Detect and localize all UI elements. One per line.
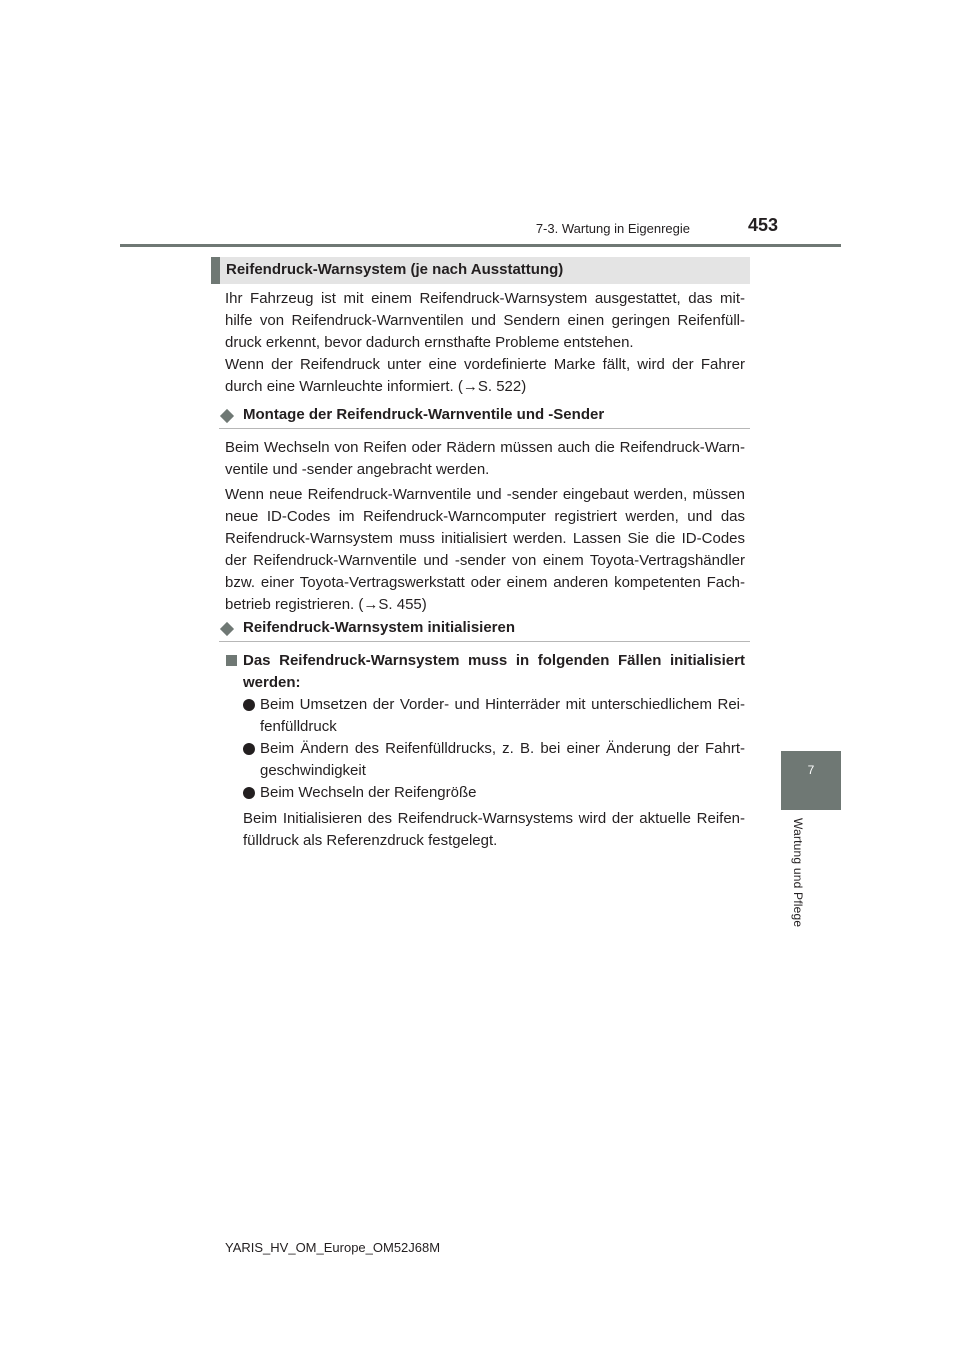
circle-bullet-icon	[243, 787, 255, 799]
text-line: fülldruck als Referenzdruck festgelegt.	[243, 832, 498, 849]
text-line: betrieb registrieren. (→S. 455)	[225, 596, 427, 613]
intro-paragraph-2	[225, 354, 745, 398]
section-heading-bar	[211, 257, 750, 284]
text-line: werden:	[243, 674, 301, 691]
text-line: Beim Ändern des Reifenfülldrucks, z. B. bei einer Änderung der Fahrt-	[260, 740, 745, 757]
text-line: Beim Initialisieren des Reifendruck-Warnsystems wird der aktuelle Reifen-	[243, 810, 745, 827]
mounting-paragraph-1	[225, 437, 745, 481]
header-rule	[120, 244, 841, 247]
text-line: Beim Wechseln der Reifengröße	[260, 784, 477, 801]
diamond-bullet-icon	[220, 409, 234, 423]
running-header-section: 7-3. Wartung in Eigenregie	[535, 221, 690, 236]
page-number: 453	[747, 215, 778, 235]
diamond-bullet-icon	[220, 622, 234, 636]
list-item-text	[260, 782, 745, 804]
text-line: Ihr Fahrzeug ist mit einem Reifendruck-Warnsystem ausgestattet, das mit-	[225, 290, 745, 307]
list-item-text	[260, 738, 745, 782]
text-line: Das Reifendruck-Warnsystem muss in folgenden Fällen initialisiert	[243, 652, 745, 669]
text-line: neue ID-Codes im Reifendruck-Warncomputer registriert werden, und das	[225, 508, 745, 525]
section-bar-accent	[211, 257, 220, 284]
text-line: hilfe von Reifendruck-Warnventilen und Sendern einen geringen Reifenfüll-	[225, 312, 745, 329]
subheading-mounting	[219, 406, 750, 429]
text-line: druck erkennt, bevor dadurch ernsthafte Probleme entstehen.	[225, 334, 634, 351]
text-line: durch eine Warnleuchte informiert. (→S. 522)	[225, 378, 527, 395]
section-title: Reifendruck-Warnsystem (je nach Ausstattung)	[226, 261, 564, 278]
list-item-text	[260, 694, 745, 738]
circle-bullet-icon	[243, 699, 255, 711]
mounting-paragraph-2	[225, 484, 745, 616]
subheading-initialize	[219, 619, 750, 642]
document-id-footer: YARIS_HV_OM_Europe_OM52J68M	[225, 1240, 441, 1255]
text-line: bzw. einer Toyota-Vertragswerkstatt oder einem anderen kompetenten Fach-	[225, 574, 745, 591]
text-line: Reifendruck-Warnsystem muss initialisiert werden. Lassen Sie die ID-Codes	[225, 530, 745, 547]
text-line: Wenn der Reifendruck unter eine vordefinierte Marke fällt, wird der Fahrer	[225, 356, 745, 373]
subheading-text: Montage der Reifendruck-Warnventile und -Sender	[243, 406, 605, 423]
text-line: Wenn neue Reifendruck-Warnventile und -sender eingebaut werden, müssen	[225, 486, 745, 503]
text-line: fenfülldruck	[260, 718, 337, 735]
text-line: ventile und -sender angebracht werden.	[225, 461, 490, 478]
text-line: Beim Umsetzen der Vorder- und Hinterräder mit unterschiedlichem Rei-	[260, 696, 745, 713]
text-line: Beim Wechseln von Reifen oder Rädern müssen auch die Reifendruck-Warn-	[225, 439, 745, 456]
text-line: der Reifendruck-Warnventile und -sender von einem Toyota-Vertragshändler	[225, 552, 745, 569]
chapter-title: Wartung und Pflege	[791, 818, 805, 928]
circle-bullet-icon	[243, 743, 255, 755]
closing-paragraph	[243, 808, 745, 852]
square-bullet-icon	[226, 655, 237, 666]
chapter-number: 7	[807, 763, 815, 777]
square-heading-text	[243, 650, 745, 694]
intro-paragraph-1	[225, 288, 745, 354]
subheading-text: Reifendruck-Warnsystem initialisieren	[243, 619, 516, 636]
text-line: geschwindigkeit	[260, 762, 366, 779]
chapter-tab	[781, 751, 841, 810]
